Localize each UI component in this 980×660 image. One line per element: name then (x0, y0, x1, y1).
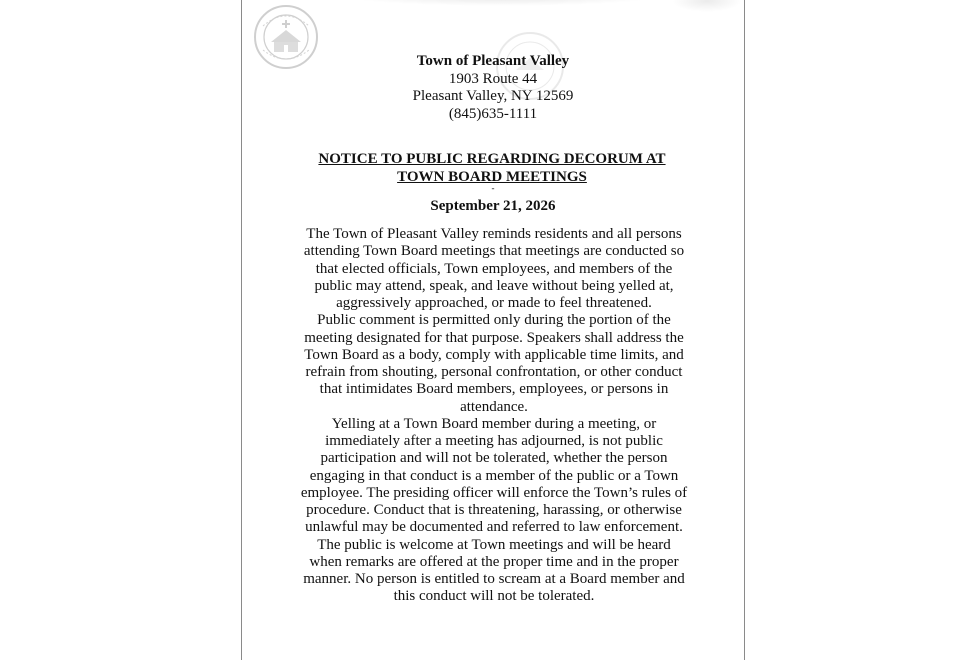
notice-date: September 21, 2026 (430, 198, 556, 214)
separator-dash: - (491, 183, 495, 193)
letterhead (242, 53, 744, 123)
town-name: Town of Pleasant Valley (416, 53, 570, 69)
body-paragraph: Yelling at a Town Board member during a meeting, or immediately after a meeting has adjourned, is not public participation and will not be tolerated, whether the person engaging in that conduct is a member of the public or a Town employee. The presiding officer will enforce the Town’s rules of procedure. Conduct that is threatening, harassing, or otherwise unlawful may be documented and referred to law enforcement. (300, 415, 688, 536)
body-paragraph: The public is welcome at Town meetings and will be heard when remarks are offered at the proper time and in the proper manner. No person is entitled to scream at a Board member and this conduct will not be tolerated. (303, 536, 685, 605)
scan-shadow (342, 0, 662, 6)
notice-title: NOTICE TO PUBLIC REGARDING DECORUM AT TOWN BOARD MEETINGS (318, 151, 666, 185)
notice-body (300, 226, 688, 606)
body-paragraph: The Town of Pleasant Valley reminds residents and all persons attending Town Board meetings that meetings are conducted so that elected officials, Town employees, and members of the public may attend, speak, and leave without being yelled at, aggressively approached, or made to feel threatened. (303, 226, 685, 311)
address-line-1: 1903 Route 44 (448, 70, 538, 87)
phone-number: (845)635-1111 (448, 105, 538, 122)
address-line-2: Pleasant Valley, NY 12569 (412, 88, 574, 104)
scan-shadow (672, 0, 742, 12)
document-page (241, 0, 745, 660)
body-paragraph: Public comment is permitted only during the portion of the meeting designated for that purpose. Speakers shall address the Town Board as a body, comply with applicable time limits, and refrain from shouting, personal confrontation, or other conduct that intimidates Board members, employees, or persons in attendance. (304, 312, 684, 415)
